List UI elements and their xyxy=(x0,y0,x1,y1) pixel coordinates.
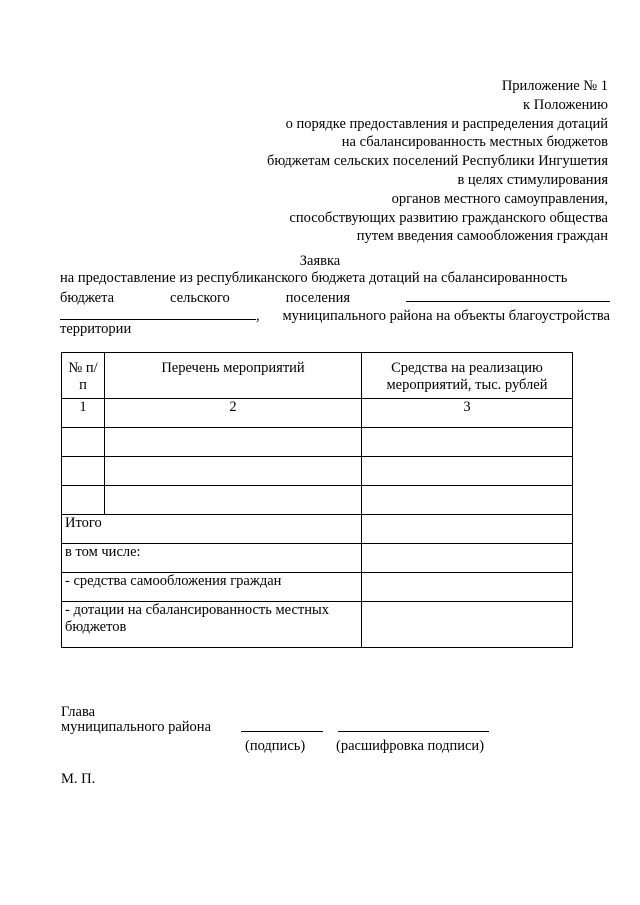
appendix-line: о порядке предоставления и распределения дотаций xyxy=(285,115,608,132)
subtitle-line-4: территории xyxy=(60,321,132,337)
total-row xyxy=(62,515,573,544)
table-row-numbering xyxy=(62,399,573,428)
table-cell[interactable] xyxy=(62,486,105,515)
table-cell[interactable] xyxy=(62,428,105,457)
including-row xyxy=(62,544,573,573)
table-cell[interactable] xyxy=(62,457,105,486)
subsidy-row xyxy=(62,602,573,648)
signature-line[interactable] xyxy=(241,731,323,732)
header-number: № п/п xyxy=(62,353,105,399)
table-row xyxy=(62,457,573,486)
signature-decoding-line[interactable] xyxy=(338,731,489,732)
table-header-row xyxy=(62,353,573,399)
total-label: Итого xyxy=(62,515,362,544)
including-value-cell[interactable] xyxy=(362,544,573,573)
comma: , xyxy=(256,308,260,324)
header-activities: Перечень мероприятий xyxy=(105,353,362,399)
document-title: Заявка xyxy=(299,253,341,269)
table-cell[interactable] xyxy=(362,428,573,457)
appendix-line: в целях стимулирования xyxy=(457,171,608,188)
including-label: в том числе: xyxy=(62,544,362,573)
subtitle-line-1: на предоставление из республиканского бюджета дотаций на сбалансированность xyxy=(60,270,568,286)
subtitle-word: поселения xyxy=(285,290,351,306)
table-cell[interactable] xyxy=(105,457,362,486)
subtitle-word: бюджета xyxy=(60,290,115,306)
self-taxation-row xyxy=(62,573,573,602)
appendix-header xyxy=(188,77,608,246)
subtitle-word: сельского xyxy=(170,290,230,306)
subtitle-text: муниципального района на объекты благоустройства xyxy=(282,308,610,324)
table-cell[interactable] xyxy=(105,428,362,457)
subsidy-value-cell[interactable] xyxy=(362,602,573,648)
decoding-caption: (расшифровка подписи) xyxy=(336,738,485,754)
appendix-line: бюджетам сельских поселений Республики Ингушетия xyxy=(266,153,608,170)
table-cell[interactable] xyxy=(105,486,362,515)
appendix-line: путем введения самообложения граждан xyxy=(356,228,608,245)
table-row xyxy=(62,486,573,515)
appendix-line: способствующих развитию гражданского общества xyxy=(289,209,608,226)
table-row xyxy=(62,428,573,457)
appendix-line: к Положению xyxy=(523,96,608,113)
subsidy-label: - дотации на сбалансированность местных бюджетов xyxy=(62,602,362,648)
district-name-blank[interactable] xyxy=(60,305,256,320)
self-taxation-label: - средства самообложения граждан xyxy=(62,573,362,602)
request-table xyxy=(61,352,573,648)
stamp-place-label: М. П. xyxy=(61,771,96,787)
column-number-1: 1 xyxy=(62,399,105,428)
appendix-line: Приложение № 1 xyxy=(501,78,608,94)
appendix-line: органов местного самоуправления, xyxy=(391,190,608,207)
column-number-3: 3 xyxy=(362,399,573,428)
header-funds: Средства на реализацию мероприятий, тыс. рублей xyxy=(362,353,573,399)
signature-caption: (подпись) xyxy=(245,738,306,754)
subtitle-line-2 xyxy=(60,287,610,307)
appendix-line: на сбалансированность местных бюджетов xyxy=(341,134,608,151)
table-cell[interactable] xyxy=(362,457,573,486)
self-taxation-value-cell[interactable] xyxy=(362,573,573,602)
table-cell[interactable] xyxy=(362,486,573,515)
district-label: муниципального района xyxy=(61,719,211,735)
head-label: Глава xyxy=(61,704,96,720)
total-value-cell[interactable] xyxy=(362,515,573,544)
settlement-name-blank[interactable] xyxy=(406,287,610,302)
column-number-2: 2 xyxy=(105,399,362,428)
